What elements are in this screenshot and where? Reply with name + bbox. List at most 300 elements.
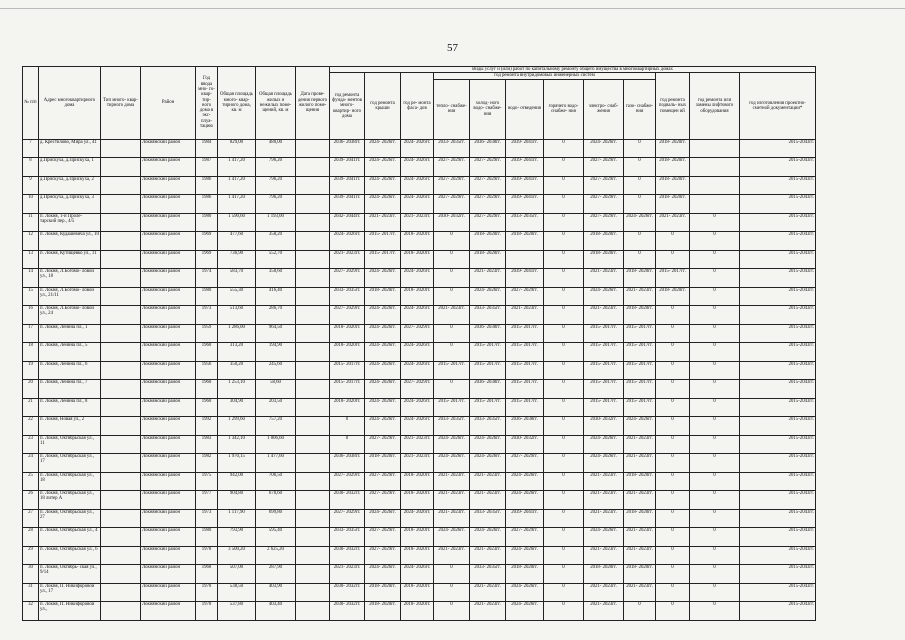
row-electric: 2015- 2017гг.: [584, 324, 624, 343]
row-design: 2015-2043гг.: [740, 380, 816, 399]
row-survey-date: [296, 509, 330, 528]
row-total-area: 538,50: [218, 583, 256, 602]
row-number: 27: [23, 509, 39, 528]
row-facade: 2018- 2020гг.: [401, 232, 434, 251]
row-design: 2015-2043гг.: [740, 509, 816, 528]
row-district: Локнянский район: [141, 491, 196, 510]
row-total-area: 537,80: [218, 602, 256, 621]
row-survey-date: [296, 324, 330, 343]
row-gas: 0: [624, 250, 656, 269]
row-type: [101, 417, 141, 436]
header-systems-title: год ремонта внутридомовых инженерных систем: [434, 73, 656, 79]
row-total-area: 583,70: [218, 269, 256, 288]
row-type: [101, 324, 141, 343]
row-survey-date: [296, 528, 330, 547]
row-facade: 2018- 2020гг.: [401, 250, 434, 269]
row-foundation: 2036- 2038гг.: [330, 454, 365, 473]
row-year: 1980: [196, 287, 218, 306]
row-electric: 2024- 2026гг.: [584, 435, 624, 454]
row-type: [101, 546, 141, 565]
row-number: 29: [23, 546, 39, 565]
row-electric: 2024- 2026гг.: [584, 287, 624, 306]
row-design: 2015-2043гг.: [740, 250, 816, 269]
row-type: [101, 361, 141, 380]
row-year: 1992: [196, 417, 218, 436]
row-district: Локнянский район: [141, 158, 196, 177]
row-hot-water: 0: [544, 435, 584, 454]
row-address: п. Локня, Октябрьская ул., 27: [39, 509, 101, 528]
row-address: п. Локня, Октябрьская ул., 4: [39, 528, 101, 547]
row-number: 13: [23, 250, 39, 269]
row-cold-water: 2036- 2038гг.: [470, 380, 506, 399]
row-address: п. Локня, Ленина пл., 5: [39, 343, 101, 362]
header-group-title: Виды услуг и (или) работ по капитальному ремонту общего имущества в многоквартирных домах: [330, 67, 816, 73]
row-year: 1960: [196, 398, 218, 417]
row-gas: 2021- 2023гг.: [624, 546, 656, 565]
row-design: 2015-2043гг.: [740, 139, 816, 158]
table-row: [23, 380, 816, 399]
row-heat: 2021- 2023гг.: [434, 472, 470, 491]
row-roof: 2024- 2026гг.: [365, 380, 401, 399]
row-total-area: 1 342,10: [218, 435, 256, 454]
row-type: [101, 398, 141, 417]
row-roof: 2024- 2026гг.: [365, 269, 401, 288]
row-sewer: 2015- 2017гг.: [506, 343, 544, 362]
header-total-area: Общая площадь много- квар- тирного дома, кв. м: [218, 67, 256, 140]
row-sewer: 2039- 2041гг.: [506, 269, 544, 288]
row-basement: 0: [656, 565, 690, 584]
row-elevator: 0: [690, 546, 740, 565]
row-survey-date: [296, 602, 330, 621]
row-facade: 2018- 2020гг.: [401, 472, 434, 491]
header-cold-water: холод- ного водо- снабже- ния: [470, 79, 506, 139]
row-hot-water: 0: [544, 565, 584, 584]
row-gas: 2015- 2017гг.: [624, 361, 656, 380]
row-gas: 2024- 2026гг.: [624, 417, 656, 436]
row-number: 15: [23, 287, 39, 306]
row-survey-date: [296, 195, 330, 214]
row-foundation: 2030- 2032гг.: [330, 491, 365, 510]
row-cold-water: 2018- 2020гг.: [470, 250, 506, 269]
row-address: д.Прискуха, д.Прискуха, 3: [39, 195, 101, 214]
row-gas: 0: [624, 232, 656, 251]
row-year: 1986: [196, 176, 218, 195]
row-electric: 2021- 2023гг.: [584, 472, 624, 491]
header-heat: тепло- снабже- ния: [434, 79, 470, 139]
row-design: 2015-2043гг.: [740, 435, 816, 454]
row-district: Локнянский район: [141, 602, 196, 621]
row-gas: 2018- 2020гг.: [624, 472, 656, 491]
row-sewer: 2039- 2041гг.: [506, 195, 544, 214]
row-living-area: 403,40: [256, 602, 296, 621]
row-living-area: 678,60: [256, 491, 296, 510]
row-gas: 2018- 2020гг.: [624, 269, 656, 288]
capital-repair-table: [22, 66, 816, 621]
row-electric: 2018- 2020гг.: [584, 232, 624, 251]
row-year: 1977: [196, 491, 218, 510]
table-row: [23, 324, 816, 343]
row-address: п. Локня, Ленина пл., 1: [39, 324, 101, 343]
row-roof: 2024- 2026гг.: [365, 139, 401, 158]
row-electric: 2027- 2029гг.: [584, 176, 624, 195]
row-gas: 2018- 2020гг.: [624, 509, 656, 528]
row-heat: 2027- 2029гг.: [434, 195, 470, 214]
row-facade: 2018- 2020гг.: [401, 602, 434, 621]
row-design: 2015-2043гг.: [740, 454, 816, 473]
row-foundation: 2042- 2044гг.: [330, 213, 365, 232]
row-district: Локнянский район: [141, 565, 196, 584]
row-district: Локнянский район: [141, 361, 196, 380]
row-survey-date: [296, 176, 330, 195]
row-survey-date: [296, 491, 330, 510]
row-foundation: 2039- 2041гг.: [330, 158, 365, 177]
row-type: [101, 565, 141, 584]
row-heat: 2024- 2026гг.: [434, 435, 470, 454]
table-row: [23, 565, 816, 584]
row-facade: 2018- 2020гг.: [401, 287, 434, 306]
row-electric: 2021- 2023гг.: [584, 546, 624, 565]
row-elevator: 0: [690, 269, 740, 288]
row-electric: 2024- 2026гг.: [584, 139, 624, 158]
row-elevator: 0: [690, 232, 740, 251]
row-design: 2015-2043гг.: [740, 195, 816, 214]
row-hot-water: 0: [544, 195, 584, 214]
row-foundation: 2018- 2020гг.: [330, 398, 365, 417]
header-gas: газо- снабже- ния: [624, 79, 656, 139]
row-number: 32: [23, 602, 39, 621]
row-survey-date: [296, 306, 330, 325]
row-number: 14: [23, 269, 39, 288]
row-hot-water: 0: [544, 139, 584, 158]
row-basement: 2018- 2020гг.: [656, 287, 690, 306]
row-electric: 2018- 2020гг.: [584, 565, 624, 584]
row-heat: 0: [434, 232, 470, 251]
row-basement: 0: [656, 232, 690, 251]
table-row: [23, 509, 816, 528]
header-sewer: водо- отведения: [506, 79, 544, 139]
row-facade: 2018- 2020гг.: [401, 491, 434, 510]
row-heat: 2015- 2017гг.: [434, 361, 470, 380]
row-electric: 2015- 2017гг.: [584, 398, 624, 417]
row-facade: 2024- 2026гг.: [401, 509, 434, 528]
row-cold-water: 2024- 2026гг.: [470, 454, 506, 473]
row-facade: 2024- 2026гг.: [401, 417, 434, 436]
row-cold-water: 2021- 2023гг.: [470, 583, 506, 602]
row-address: п. Локня, П. Никифоровой ул.,: [39, 602, 101, 621]
row-number: 26: [23, 491, 39, 510]
row-foundation: 2021- 2023гг.: [330, 565, 365, 584]
header-roof: год ремонта крыши: [365, 73, 401, 139]
row-electric: 2030- 2032гг.: [584, 417, 624, 436]
row-facade: 2018- 2020гг.: [401, 546, 434, 565]
row-number: 17: [23, 324, 39, 343]
header-survey-date: Дата прове- дения первого жилого поме- щения: [296, 67, 330, 140]
row-gas: 2024- 2026гг.: [624, 213, 656, 232]
row-survey-date: [296, 472, 330, 491]
row-basement: 0: [656, 435, 690, 454]
row-basement: 0: [656, 306, 690, 325]
row-cold-water: 2015- 2017гг.: [470, 343, 506, 362]
header-facade: год ре- монта фаса- дов: [401, 73, 434, 139]
row-roof: 2024- 2026гг.: [365, 158, 401, 177]
row-basement: 0: [656, 417, 690, 436]
row-district: Локнянский район: [141, 306, 196, 325]
row-heat: 0: [434, 287, 470, 306]
row-hot-water: 0: [544, 361, 584, 380]
row-gas: 0: [624, 195, 656, 214]
row-survey-date: [296, 232, 330, 251]
row-foundation: 2033- 2035гг.: [330, 287, 365, 306]
row-total-area: 1 970,15: [218, 454, 256, 473]
row-total-area: 1 253,10: [218, 380, 256, 399]
row-address: д.Прискуха, д.Прискуха, 1: [39, 158, 101, 177]
row-living-area: 796,20: [256, 176, 296, 195]
row-hot-water: 0: [544, 380, 584, 399]
row-hot-water: 0: [544, 287, 584, 306]
row-roof: 2024- 2026гг.: [365, 361, 401, 380]
table-row: [23, 250, 816, 269]
row-gas: 0: [624, 139, 656, 158]
row-sewer: 2024- 2026гг.: [506, 583, 544, 602]
row-electric: 2027- 2029гг.: [584, 195, 624, 214]
row-design: 2015-2043гг.: [740, 287, 816, 306]
row-total-area: 1 117,90: [218, 509, 256, 528]
row-elevator: 0: [690, 324, 740, 343]
row-district: Локнянский район: [141, 546, 196, 565]
row-heat: 0: [434, 324, 470, 343]
row-survey-date: [296, 398, 330, 417]
row-gas: 2021- 2023гг.: [624, 454, 656, 473]
row-year: 1978: [196, 546, 218, 565]
row-design: 2015-2043гг.: [740, 528, 816, 547]
row-total-area: 1 417,20: [218, 176, 256, 195]
row-number: 10: [23, 195, 39, 214]
row-hot-water: 0: [544, 324, 584, 343]
row-cold-water: 2015- 2017гг.: [470, 361, 506, 380]
row-cold-water: 2021- 2023гг.: [470, 269, 506, 288]
row-basement: 0: [656, 528, 690, 547]
row-district: Локнянский район: [141, 269, 196, 288]
row-total-area: 1 590,60: [218, 213, 256, 232]
row-type: [101, 583, 141, 602]
header-type: Тип много- квар- тирного дома: [101, 67, 141, 140]
row-elevator: 0: [690, 472, 740, 491]
row-hot-water: 0: [544, 546, 584, 565]
row-address: п. Локня, Кудашевича ул., 10: [39, 232, 101, 251]
row-sewer: 2024- 2026гг.: [506, 472, 544, 491]
row-sewer: 2018- 2020гг.: [506, 565, 544, 584]
row-basement: 0: [656, 324, 690, 343]
row-electric: 2024- 2026гг.: [584, 528, 624, 547]
row-facade: 2027- 2029гг.: [401, 324, 434, 343]
row-number: 7: [23, 139, 39, 158]
row-cold-water: 2033- 2035гг.: [470, 509, 506, 528]
row-hot-water: 0: [544, 158, 584, 177]
row-electric: 2027- 2029гг.: [584, 158, 624, 177]
header-basement: год ремонта подваль- ных помещен ий: [656, 73, 690, 139]
row-cold-water: 2024- 2026гг.: [470, 528, 506, 547]
row-hot-water: 0: [544, 232, 584, 251]
row-basement: 0: [656, 509, 690, 528]
row-basement: 2015- 2017гг.: [656, 269, 690, 288]
row-cold-water: 2021- 2023гг.: [470, 472, 506, 491]
row-district: Локнянский район: [141, 232, 196, 251]
row-living-area: 358,60: [256, 269, 296, 288]
row-sewer: 2027- 2029гг.: [506, 528, 544, 547]
row-district: Локнянский район: [141, 250, 196, 269]
table-row: [23, 546, 816, 565]
row-foundation: 2024- 2026гг.: [330, 232, 365, 251]
row-facade: 2024- 2026гг.: [401, 158, 434, 177]
table-row: [23, 435, 816, 454]
row-total-area: 3 500,20: [218, 546, 256, 565]
row-heat: 2015- 2017гг.: [434, 398, 470, 417]
row-survey-date: [296, 417, 330, 436]
row-address: п. Локня, Л.Богомо- ловой ул., 21/11: [39, 287, 101, 306]
table-row: [23, 528, 816, 547]
row-foundation: 2015- 2017гг.: [330, 361, 365, 380]
row-sewer: 2033- 2035гг.: [506, 213, 544, 232]
row-number: 28: [23, 528, 39, 547]
row-sewer: 2018- 2020гг.: [506, 232, 544, 251]
row-number: 12: [23, 232, 39, 251]
row-living-area: 796,20: [256, 158, 296, 177]
row-sewer: 2024- 2026гг.: [506, 491, 544, 510]
row-survey-date: [296, 454, 330, 473]
row-elevator: 0: [690, 343, 740, 362]
row-roof: 2024- 2026гг.: [365, 195, 401, 214]
header-design: год изготовления проектно-сметной документации*: [740, 73, 816, 139]
row-roof: 2015- 2017гг.: [365, 232, 401, 251]
row-design: 2015-2043гг.: [740, 417, 816, 436]
row-foundation: 2039- 2041гг.: [330, 176, 365, 195]
row-district: Локнянский район: [141, 472, 196, 491]
row-elevator: 0: [690, 361, 740, 380]
row-district: Локнянский район: [141, 417, 196, 436]
table-row: [23, 139, 816, 158]
row-elevator: 0: [690, 435, 740, 454]
row-heat: 2024- 2026гг.: [434, 528, 470, 547]
row-roof: 2015- 2017гг.: [365, 250, 401, 269]
row-hot-water: 0: [544, 472, 584, 491]
row-design: 2015-2043гг.: [740, 361, 816, 380]
row-type: [101, 176, 141, 195]
row-number: 21: [23, 398, 39, 417]
row-living-area: 245,60: [256, 361, 296, 380]
row-number: 9: [23, 176, 39, 195]
row-survey-date: [296, 287, 330, 306]
row-facade: 2021- 2023гг.: [401, 435, 434, 454]
row-living-area: 194,90: [256, 343, 296, 362]
row-year: 1960: [196, 343, 218, 362]
row-cold-water: 2033- 2035гг.: [470, 417, 506, 436]
header-address: Адрес многоквартирного дома: [39, 67, 101, 140]
row-elevator: 0: [690, 602, 740, 621]
row-basement: 0: [656, 250, 690, 269]
row-total-area: 942,00: [218, 472, 256, 491]
row-facade: 2024- 2026гг.: [401, 176, 434, 195]
row-gas: 2015- 2017гг.: [624, 324, 656, 343]
row-facade: 2024- 2026гг.: [401, 269, 434, 288]
row-number: 11: [23, 213, 39, 232]
row-type: [101, 380, 141, 399]
row-sewer: 2021- 2023гг.: [506, 306, 544, 325]
row-gas: 2021- 2023гг.: [624, 435, 656, 454]
row-facade: 2024- 2026гг.: [401, 398, 434, 417]
table-row: [23, 361, 816, 380]
table-row: [23, 454, 816, 473]
row-address: п. Локня, Ленина пл., 6: [39, 361, 101, 380]
row-hot-water: 0: [544, 176, 584, 195]
row-district: Локнянский район: [141, 287, 196, 306]
row-electric: 2021- 2023гг.: [584, 269, 624, 288]
row-heat: 2021- 2023гг.: [434, 546, 470, 565]
row-living-area: 757,20: [256, 417, 296, 436]
row-heat: 2024- 2026гг.: [434, 454, 470, 473]
row-facade: 2024- 2026гг.: [401, 306, 434, 325]
header-district: Район: [141, 67, 196, 140]
row-hot-water: 0: [544, 417, 584, 436]
row-foundation: 2027- 2029гг.: [330, 269, 365, 288]
row-elevator: 0: [690, 583, 740, 602]
row-district: Локнянский район: [141, 213, 196, 232]
row-living-area: 552,70: [256, 250, 296, 269]
row-elevator: 0: [690, 213, 740, 232]
row-foundation: 2015- 2017гг.: [330, 380, 365, 399]
table-row: [23, 195, 816, 214]
row-facade: 2024- 2026гг.: [401, 343, 434, 362]
row-roof: 2024- 2026гг.: [365, 343, 401, 362]
row-survey-date: [296, 250, 330, 269]
row-sewer: 2030- 2032гг.: [506, 435, 544, 454]
row-sewer: 2039- 2041гг.: [506, 158, 544, 177]
row-year: 1986: [196, 195, 218, 214]
row-address: п. Локня, Октябрьская ул., 18 литер А: [39, 491, 101, 510]
row-number: 19: [23, 361, 39, 380]
table-row: [23, 306, 816, 325]
row-roof: 2027- 2029гг.: [365, 528, 401, 547]
row-type: [101, 195, 141, 214]
row-electric: 2015- 2017гг.: [584, 361, 624, 380]
table-row: [23, 491, 816, 510]
row-heat: 2027- 2029гг.: [434, 176, 470, 195]
row-survey-date: [296, 269, 330, 288]
row-foundation: 2039- 2041гг.: [330, 195, 365, 214]
row-heat: 0: [434, 343, 470, 362]
row-number: 22: [23, 417, 39, 436]
row-design: 2015-2043гг.: [740, 565, 816, 584]
row-hot-water: 0: [544, 602, 584, 621]
row-survey-date: [296, 213, 330, 232]
row-cold-water: 2024- 2026гг.: [470, 435, 506, 454]
row-sewer: 2039- 2041гг.: [506, 176, 544, 195]
row-cold-water: 2027- 2029гг.: [470, 195, 506, 214]
row-foundation: 2027- 2029гг.: [330, 509, 365, 528]
row-basement: 0: [656, 380, 690, 399]
row-total-area: 304,90: [218, 398, 256, 417]
row-living-area: 1 193,00: [256, 213, 296, 232]
row-elevator: 0: [690, 509, 740, 528]
row-foundation: 2030- 2032гг.: [330, 583, 365, 602]
row-survey-date: [296, 435, 330, 454]
row-roof: 2024- 2026гг.: [365, 324, 401, 343]
row-year: 1959: [196, 324, 218, 343]
row-sewer: 2024- 2026гг.: [506, 546, 544, 565]
row-type: [101, 454, 141, 473]
header-year: Год ввода мно- го- квар- тир- ного дома в экс- плуа- тацию: [196, 67, 218, 140]
row-year: 1960: [196, 380, 218, 399]
row-address: п. Локня, Октябрь- ская ул., 9/14: [39, 565, 101, 584]
